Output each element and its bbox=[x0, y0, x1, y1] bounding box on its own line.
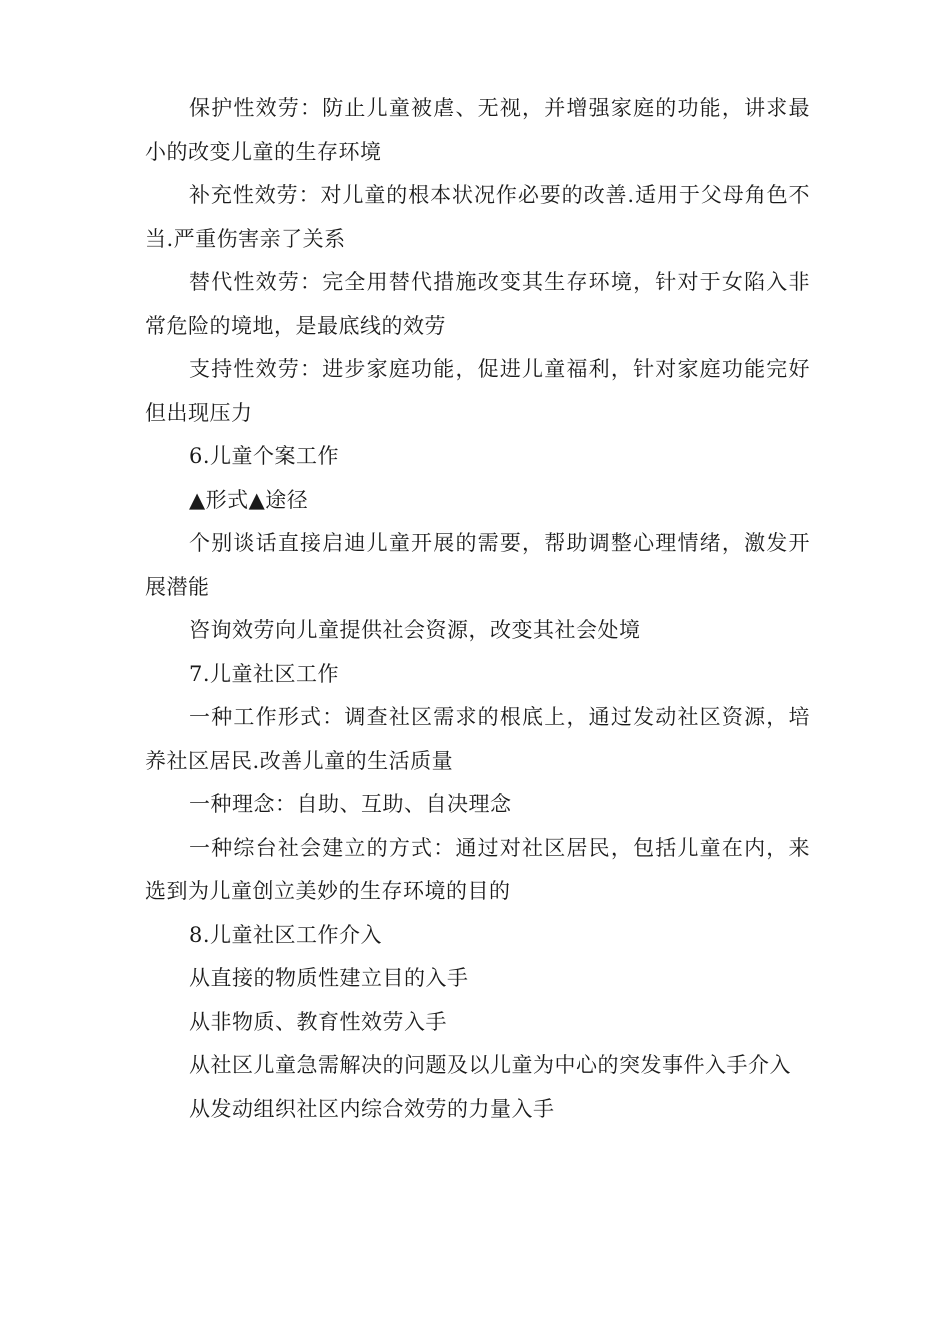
paragraph-substitute-service: 替代性效劳：完全用替代措施改变其生存环境，针对于女陷入非常危险的境地，是最底线的效劳 bbox=[145, 270, 810, 338]
paragraph-forms-approaches: ▲形式▲途径 bbox=[189, 487, 309, 512]
paragraph-intervention-problems: 从社区儿童急需解决的问题及以儿童为中心的突发事件入手介入 bbox=[189, 1053, 791, 1077]
paragraph-individual-talk: 个别谈话直接启迪儿童开展的需要，帮助调整心理情绪，激发开展潜能 bbox=[145, 531, 810, 599]
paragraph-concept: 一种理念：自助、互助、自决理念 bbox=[189, 792, 512, 816]
section-heading-casework: 6.儿童个案工作 bbox=[189, 444, 340, 468]
paragraph-comprehensive-method: 一种综台社会建立的方式：通过对社区居民，包括儿童在内，来选到为儿童创立美妙的生存环境的目的 bbox=[145, 835, 810, 903]
paragraph-work-form: 一种工作形式：调查社区需求的根底上，通过发动社区资源，培养社区居民.改善儿童的生活质量 bbox=[145, 705, 810, 773]
paragraph-consulting-service: 咨询效劳向儿童提供社会资源，改变其社会处境 bbox=[189, 618, 641, 642]
paragraph-intervention-material: 从直接的物质性建立目的入手 bbox=[189, 966, 469, 990]
paragraph-intervention-education: 从非物质、教育性效劳入手 bbox=[189, 1009, 447, 1034]
paragraph-intervention-mobilize: 从发动组织社区内综合效劳的力量入手 bbox=[189, 1096, 555, 1121]
document-body bbox=[145, 87, 810, 1131]
paragraph-protective-service: 保护性效劳：防止儿童被虐、无视，并增强家庭的功能，讲求最小的改变儿童的生存环境 bbox=[145, 96, 810, 164]
section-heading-community-work: 7.儿童社区工作 bbox=[189, 661, 340, 686]
paragraph-supportive-service: 支持性效劳：进步家庭功能，促进儿童福利，针对家庭功能完好但出现压力 bbox=[145, 357, 810, 425]
section-heading-community-intervention: 8.儿童社区工作介入 bbox=[189, 922, 383, 947]
paragraph-supplementary-service: 补充性效劳：对儿童的根本状况作必要的改善.适用于父母角色不当.严重伤害亲了关系 bbox=[145, 183, 810, 251]
